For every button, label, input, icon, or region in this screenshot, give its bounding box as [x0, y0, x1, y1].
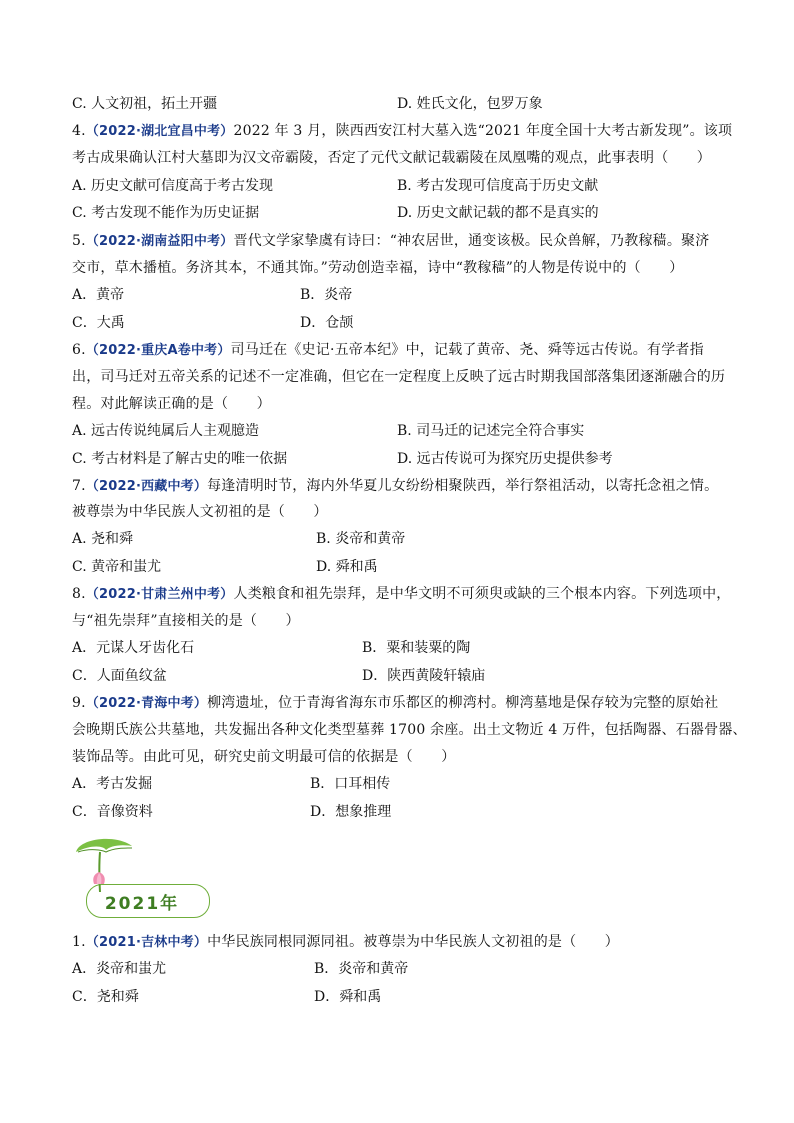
q8-source: （2022·甘肃兰州中考）: [85, 587, 234, 602]
q9-stem-line-3: 装饰品等。由此可见，研究史前文明最可信的依据是（ ）: [72, 749, 456, 765]
q5-number: 5.: [72, 233, 86, 249]
q4-source: （2022·湖北宜昌中考）: [85, 124, 234, 139]
q4-option-d: D. 历史文献记载的都不是真实的: [397, 205, 599, 221]
q5-option-b: B．炎帝: [300, 287, 353, 303]
q8-stem-line-2: 与“祖先崇拜”直接相关的是（ ）: [72, 613, 300, 629]
q6-stem-line-1: [72, 341, 732, 360]
q5-stem-line-2: 交市，草木播植。务济其本，不通其饰。”劳动创造幸福，诗中“教稼穑”的人物是传说中的（ ）: [72, 260, 684, 276]
q2021-1-option-b: B．炎帝和黄帝: [314, 961, 409, 977]
q7-option-b: B. 炎帝和黄帝: [316, 531, 406, 547]
q6-option-a: A. 远古传说纯属后人主观臆造: [72, 423, 260, 439]
q4-text-1: 2022 年 3 月，陕西西安江村大墓入选“2021 年度全国十大考古新发现”。该项: [233, 123, 733, 139]
q8-option-c: C．人面鱼纹盆: [72, 668, 167, 684]
q9-option-c: C．音像资料: [72, 804, 153, 820]
q2021-1-option-c: C．尧和舜: [72, 989, 139, 1005]
q5-source: （2022·湖南益阳中考）: [85, 234, 234, 249]
q6-number: 6.: [72, 342, 86, 358]
q3-option-d: D. 姓氏文化，包罗万象: [397, 96, 543, 112]
q2021-1-option-d: D．舜和禹: [314, 989, 382, 1005]
section-year-title: 2021年: [104, 894, 180, 914]
q7-option-a: A. 尧和舜: [72, 531, 134, 547]
q6-stem-line-3: 程。对此解读正确的是（ ）: [72, 396, 271, 412]
q8-option-a: A．元谋人牙齿化石: [72, 640, 195, 656]
q5-option-a: A．黄帝: [72, 287, 125, 303]
q2021-1-stem-line-1: [72, 933, 732, 952]
q9-option-b: B．口耳相传: [310, 776, 391, 792]
q7-option-d: D. 舜和禹: [316, 559, 378, 575]
q8-option-b: B．粟和装粟的陶: [362, 640, 471, 656]
q7-number: 7.: [72, 478, 86, 494]
q9-stem-line-1: [72, 694, 732, 713]
q4-option-b: B. 考古发现可信度高于历史文献: [397, 178, 599, 194]
q5-option-c: C．大禹: [72, 315, 125, 331]
q5-option-d: D．仓颉: [300, 315, 354, 331]
q4-option-c: C. 考古发现不能作为历史证据: [72, 205, 260, 221]
q7-option-c: C. 黄帝和蚩尤: [72, 559, 162, 575]
q9-option-d: D．想象推理: [310, 804, 392, 820]
q7-stem-line-1: [72, 477, 732, 496]
q7-stem-line-2: 被尊崇为中华民族人文初祖的是（ ）: [72, 504, 328, 520]
q2021-1-option-a: A．炎帝和蚩尤: [72, 961, 167, 977]
q7-source: （2022·西藏中考）: [85, 479, 208, 494]
q8-stem-line-1: [72, 585, 732, 604]
q7-text-1: 每逢清明时节，海内外华夏儿女纷纷相聚陕西，举行祭祖活动，以寄托念祖之情。: [207, 478, 719, 494]
q8-text-1: 人类粮食和祖先崇拜，是中华文明不可须臾或缺的三个根本内容。下列选项中，: [233, 586, 731, 602]
q9-number: 9.: [72, 695, 86, 711]
q6-source: （2022·重庆A卷中考）: [85, 343, 231, 358]
q4-stem-line-1: [72, 122, 732, 141]
q9-text-1: 柳湾遗址，位于青海省海东市乐都区的柳湾村。柳湾墓地是保存较为完整的原始社: [207, 695, 719, 711]
q5-text-1: 晋代文学家挚虞有诗曰：“神农居世，通变该极。民众兽解，乃教稼穑。聚济: [233, 233, 710, 249]
q2021-1-number: 1.: [72, 934, 86, 950]
q6-option-c: C. 考古材料是了解古史的唯一依据: [72, 451, 288, 467]
q4-stem-line-2: 考古成果确认江村大墓即为汉文帝霸陵，否定了元代文献记载霸陵在凤凰嘴的观点，此事表明（ ）: [72, 150, 711, 166]
q2021-1-source: （2021·吉林中考）: [85, 935, 208, 950]
q6-text-1: 司马迁在《史记·五帝本纪》中，记载了黄帝、尧、舜等远古传说。有学者指: [230, 342, 704, 358]
q9-stem-line-2: 会晚期氏族公共墓地，共发掘出各种文化类型墓葬 1700 余座。出土文物近 4 万件，包括陶器、石器骨器、: [72, 722, 747, 738]
q9-option-a: A．考古发掘: [72, 776, 153, 792]
q6-stem-line-2: 出，司马迁对五帝关系的记述不一定准确，但它在一定程度上反映了远古时期我国部落集团逐渐融合的历: [72, 369, 726, 385]
q6-option-b: B. 司马迁的记述完全符合事实: [397, 423, 585, 439]
q4-option-a: A. 历史文献可信度高于考古发现: [72, 178, 274, 194]
q2021-1-text-1: 中华民族同根同源同祖。被尊崇为中华民族人文初祖的是（ ）: [207, 934, 619, 950]
q4-number: 4.: [72, 123, 86, 139]
q3-option-c: C. 人文初祖，拓土开疆: [72, 96, 218, 112]
q6-option-d: D. 远古传说可为探究历史提供参考: [397, 451, 613, 467]
q8-option-d: D．陕西黄陵轩辕庙: [362, 668, 486, 684]
lotus-leaf-icon: [70, 834, 140, 894]
q5-stem-line-1: [72, 232, 732, 251]
q8-number: 8.: [72, 586, 86, 602]
q9-source: （2022·青海中考）: [85, 696, 208, 711]
